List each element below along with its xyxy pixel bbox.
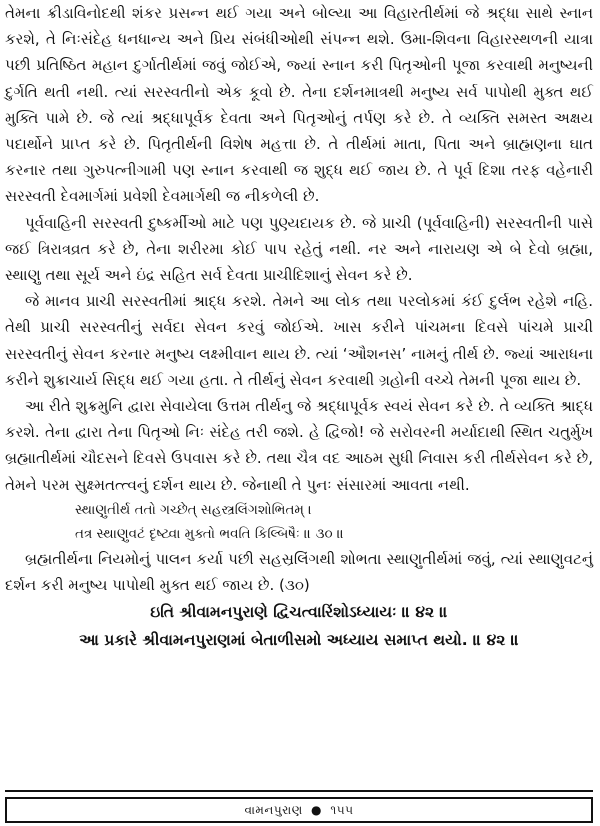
footer-book-title: વામનપુરાણ: [244, 803, 303, 817]
page-footer: [5, 797, 593, 823]
paragraph: આ રીતે શુક્રમુનિ દ્વારા સેવાયેલા ઉત્તમ તીર્થનુ જે શ્રદ્ધાપૂર્વક સ્વયં સેવન કરે છે. તે વ્યક્તિ શ્રાદ્ધ કરશે. તેના દ્વારા તેના પિતૃઓ નિઃ સંદેહ તરી જશે. હે દ્વિજો! જે સરોવરની મર્યાદાથી સ્થિત ચતુર્મુખ બ્રહ્માતીર્થમાં ચૌદસને દિવસે ઉપવાસ કરે છે. તથા ચૈત્ર વદ આઠમ સુધી નિવાસ કરી તીર્થસેવન કરે છે, તેમને પરમ સુક્ષ્મતત્ત્વનું દર્શન થાય છે. જેનાથી તે પુનઃ સંસારમાં આવતા નથી.: [5, 397, 593, 494]
page-number: ૧૫૫: [330, 803, 354, 817]
paragraph: જે માનવ પ્રાચી સરસ્વતીમાં શ્રાદ્ધ કરશે. તેમને આ લોક તથા પરલોકમાં કંઈ દુર્લભ રહેશે નહિ. તેથી પ્રાચી સરસ્વતીનું સર્વદા સેવન કરવું જોઈએ. ખાસ કરીને પાંચમના દિવસે પાંચમે પ્રાચી સરસ્વતીનું સેવન કરનાર મનુષ્ય લક્ષ્મીવાન થાય છે. ત્યાં ‘ઔશનસ’ નામનું તીર્થ છે. જ્યાં આરાધના કરીને શુક્રાચાર્ય સિદ્ધ થઈ ગયા હતા. તે તીર્થનું સેવન કરવાથી ગ્રહોની વચ્ચે તેમની પૂજા થાય છે.: [5, 292, 593, 389]
paragraph: તેમના ક્રીડાવિનોદથી શંકર પ્રસન્ન થઈ ગયા અને બોલ્યા આ વિહારતીર્થમાં જે શ્રદ્ધા સાથે સ્નાન કરશે, તે નિઃસંદેહ ધનધાન્ય અને પ્રિય સંબંધીઓથી સંપન્ન થશે. ઉમા-શિવના વિહારસ્થળની યાત્રા પછી પ્રતિષ્ઠિત મહાન દુર્ગાતીર્થમાં જવું જોઈએ, જ્યાં સ્નાન કરી પિતૃઓની પૂજા કરવાથી મનુષ્યની દુર્ગતિ થતી નથી. ત્યાં સરસ્વતીનો એક કૂવો છે. તેના દર્શનમાત્રથી મનુષ્ય સર્વ પાપોથી મુક્ત થઈ મુક્તિ પામે છે. જે ત્યાં શ્રદ્ધાપૂર્વક દેવતા અને પિતૃઓનું તર્પણ કરે છે. તે વ્યક્તિ સમસ્ત અક્ષય પદાર્થોને પ્રાપ્ત કરે છે. પિતૃતીર્થની વિશેષ મહત્તા છે. તે તીર્થમાં માતા, પિતા અને બ્રાહ્મણના ઘાત કરનાર તથા ગુરુપત્નીગામી પણ સ્નાન કરવાથી જ શુદ્ધ થઈ જાય છે. તે પૂર્વ દિશા તરફ વહેનારી સરસ્વતી દેવમાર્ગમાં પ્રવેશી દેવમાર્ગથી જ નીકળેલી છે.: [5, 4, 593, 206]
footer-divider: [5, 790, 593, 792]
chapter-colophon-sanskrit: ઇતિ શ્રીવામનપુરાણે દ્વિચત્વારિંશોઽધ્યાયઃ ॥ ૪૨ ॥: [150, 603, 448, 622]
paragraph: પૂર્વવાહિની સરસ્વતી દુષ્કર્મીઓ માટે પણ પુણ્યદાયક છે. જે પ્રાચી (પૂર્વવાહિની) સરસ્વતીની પાસે જઈ ત્રિરાત્રવ્રત કરે છે, તેના શરીરમા કોઈ પાપ રહેતું નથી. નર અને નારાયણ એ બે દેવો બ્રહ્મા, સ્થાણુ તથા સૂર્ય અને ઇંદ્ર સહિત સર્વ દેવતા પ્રાચીદિશાનું સેવન કરે છે.: [5, 213, 593, 285]
sanskrit-verse-line: તત્ર સ્થાણુવટં દૃષ્ટ્વા મુક્તો ભવતિ કિલ્બિષૈઃ ॥ ૩૦ ॥: [75, 525, 345, 542]
bullet-icon: ●: [311, 803, 323, 817]
page-body: [5, 0, 593, 654]
chapter-colophon-gujarati: આ પ્રકારે શ્રીવામનપુરાણમાં બેતાળીસમો અધ્યાય સમાપ્ત થયો. ॥ ૪૨ ॥: [79, 631, 519, 650]
paragraph: બ્રહ્મતીર્થના નિયમોનું પાલન કર્યા પછી સહસ્રલિંગથી શોભતા સ્થાણુતીર્થમાં જવું, ત્યાં સ્થાણુવટનું દર્શન કરી મનુષ્ય પાપોથી મુક્ત થઈ જાય છે. (૩૦): [5, 549, 593, 595]
sanskrit-verse-line: સ્થાણુતીર્થ તતો ગચ્છેત્ સહસ્ત્રલિંગશોભિતમ્ ।: [75, 501, 312, 518]
